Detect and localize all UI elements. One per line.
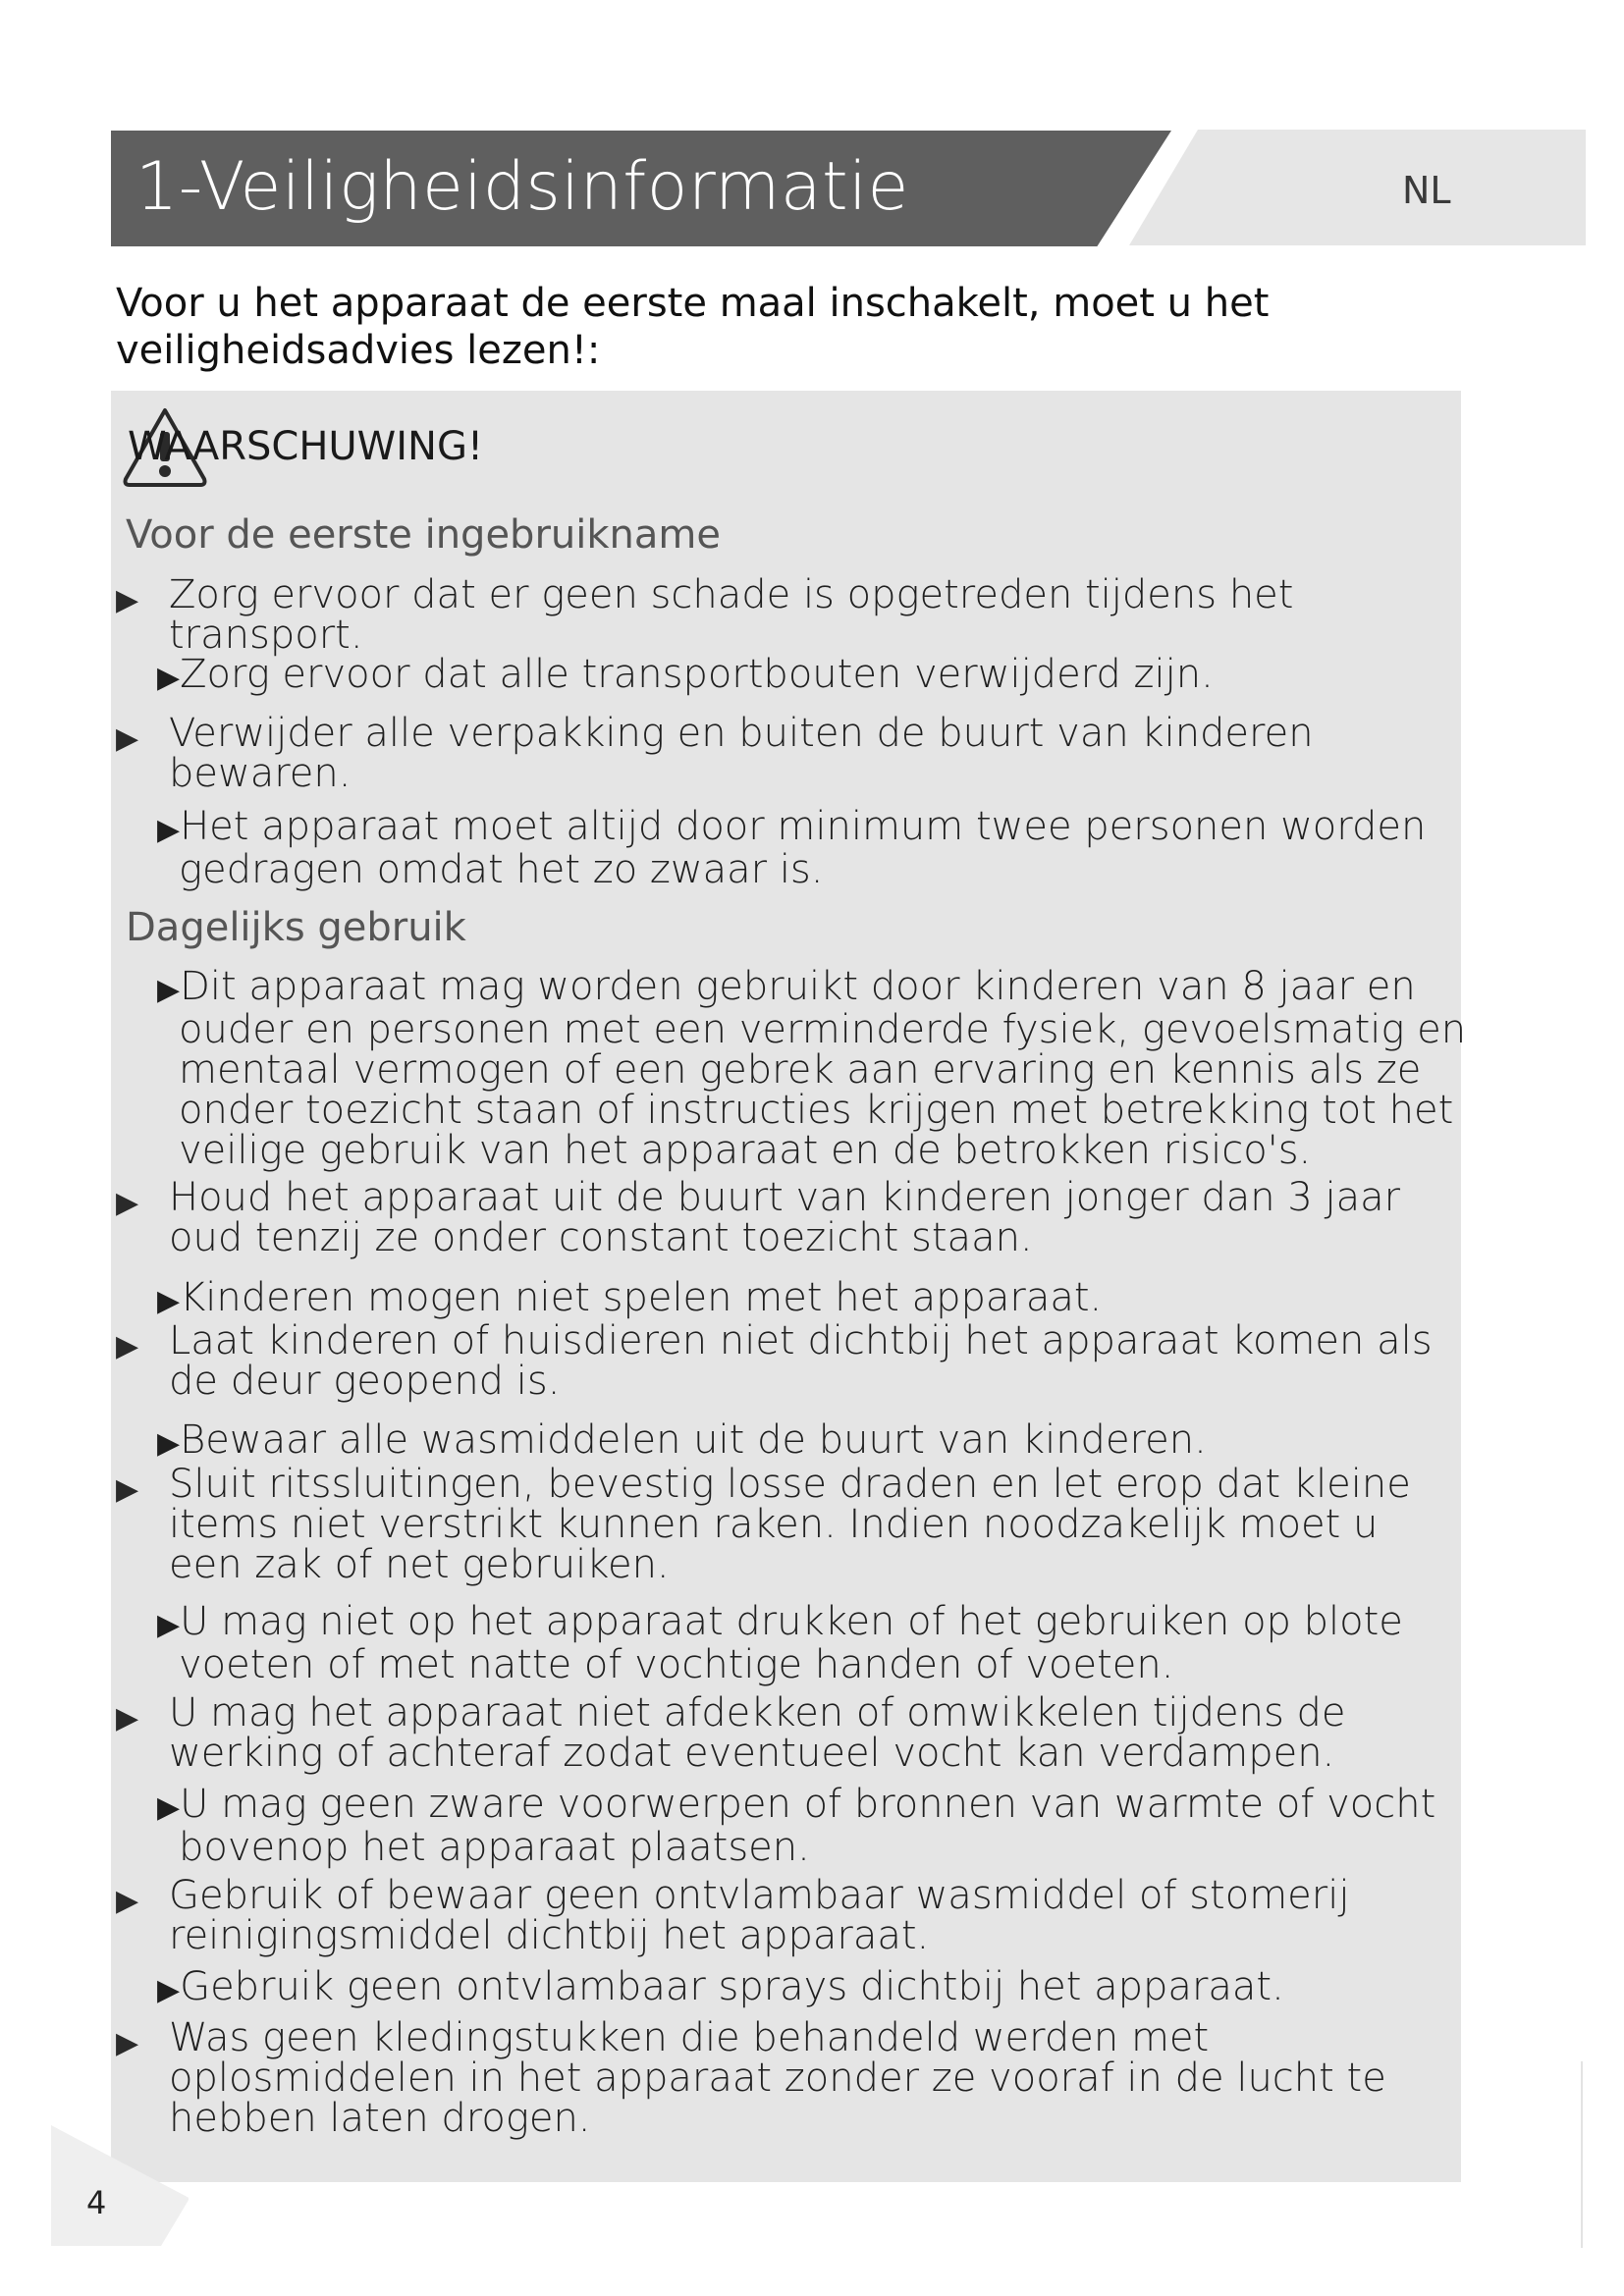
bullet-icon: ▶: [157, 1608, 181, 1642]
section-title-first-use: Voor de eerste ingebruikname: [126, 512, 721, 558]
section-title-daily-use: Dagelijks gebruik: [126, 905, 466, 950]
bullet-icon: ▶: [157, 661, 181, 695]
list-item: Zorg ervoor dat er geen schade is opgetreden tijdens het transport.: [169, 572, 1294, 658]
bullet-icon: ▶: [157, 1426, 181, 1461]
list-item: ▶U mag niet op het apparaat drukken of het gebruiken op blote voeten of met natte of vochtige handen of voeten.: [157, 1599, 1403, 1687]
bullet-icon: ▶: [116, 1884, 139, 1918]
list-item: ▶Het apparaat moet altijd door minimum twee personen worden gedragen omdat het zo zwaar is.: [157, 804, 1427, 892]
list-item: ▶Kinderen mogen niet spelen met het apparaat.: [157, 1275, 1103, 1320]
bullet-icon: ▶: [116, 583, 139, 617]
bullet-icon: ▶: [116, 1472, 139, 1507]
bullet-icon: ▶: [157, 1284, 181, 1318]
list-item: Gebruik of bewaar geen ontvlambaar wasmiddel of stomerij reinigingsmiddel dichtbij het apparaat.: [169, 1873, 1350, 1958]
list-item: Laat kinderen of huisdieren niet dichtbij het apparaat komen als de deur geopend is.: [169, 1318, 1433, 1404]
bullet-icon: ▶: [116, 1329, 139, 1363]
bullet-icon: ▶: [157, 813, 181, 847]
bullet-icon: ▶: [116, 1186, 139, 1220]
list-item: U mag het apparaat niet afdekken of omwikkelen tijdens de werking of achteraf zodat eventueel vocht kan verdampen.: [169, 1690, 1346, 1776]
bullet-icon: ▶: [116, 2026, 139, 2060]
list-item: Sluit ritssluitingen, bevestig losse draden en let erop dat kleine items niet verstrikt kunnen raken. Indien noodzakelijk moet u een zak of net gebruiken.: [169, 1462, 1411, 1587]
warning-title: WAARSCHUWING!: [128, 424, 483, 469]
list-item: ▶Zorg ervoor dat alle transportbouten verwijderd zijn.: [157, 652, 1214, 697]
list-item: Verwijder alle verpakking en buiten de buurt van kinderen bewaren.: [169, 711, 1314, 796]
list-item: ▶Gebruik geen ontvlambaar sprays dichtbij het apparaat.: [157, 1964, 1284, 2009]
list-item: Houd het apparaat uit de buurt van kinderen jonger dan 3 jaar oud tenzij ze onder constant toezicht staan.: [169, 1175, 1401, 1260]
header-light-band: [1129, 130, 1586, 245]
bullet-icon: ▶: [116, 1701, 139, 1735]
intro-heading: Voor u het apparaat de eerste maal inschakelt, moet u het veiligheidsadvies lezen!:: [116, 281, 1270, 373]
language-code: NL: [1402, 169, 1451, 212]
page-edge-line: [1581, 2061, 1583, 2248]
list-item: ▶U mag geen zware voorwerpen of bronnen van warmte of vocht bovenop het apparaat plaatsen.: [157, 1782, 1436, 1870]
list-item: ▶Bewaar alle wasmiddelen uit de buurt van kinderen.: [157, 1417, 1207, 1463]
bullet-icon: ▶: [116, 721, 139, 756]
page-title: 1-Veiligheidsinformatie: [135, 148, 909, 226]
bullet-icon: ▶: [157, 973, 181, 1007]
page-number: 4: [86, 2184, 107, 2221]
list-item: Was geen kledingstukken die behandeld werden met oplosmiddelen in het apparaat zonder ze vooraf in de lucht te hebben laten drogen.: [169, 2015, 1386, 2141]
bullet-icon: ▶: [157, 1973, 181, 2007]
bullet-icon: ▶: [157, 1790, 181, 1825]
list-item: ▶Dit apparaat mag worden gebruikt door kinderen van 8 jaar en ouder en personen met een verminderde fysiek, gevoelsmatig en mentaal vermogen of een gebrek aan ervaring en kennis als ze onder toezicht staan of instructies krijgen met betrekking tot het veilige gebruik van het apparaat en de betrokken risico's.: [157, 964, 1467, 1173]
